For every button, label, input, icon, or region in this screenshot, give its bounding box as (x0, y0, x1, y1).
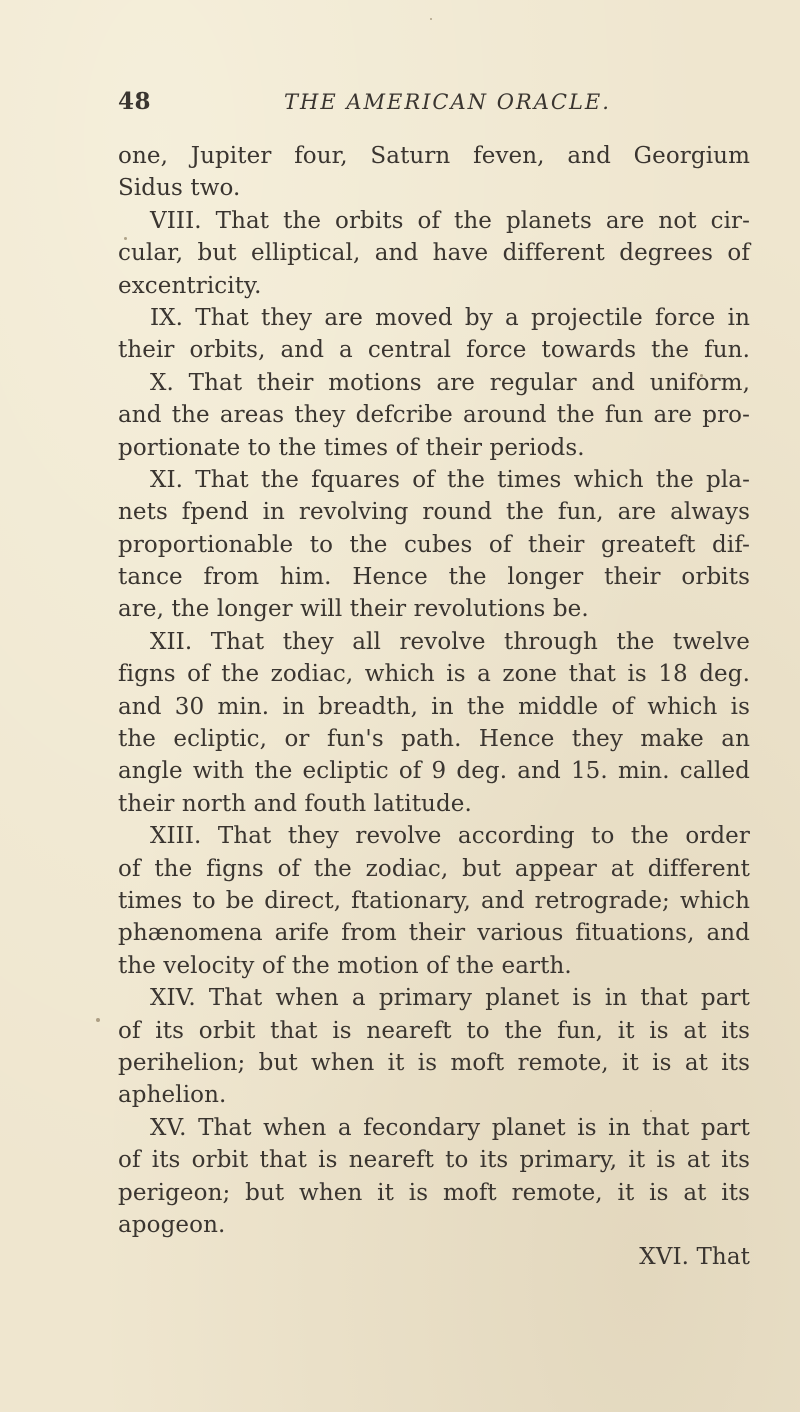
text-line: tance from him. Hence the longer their orbits (118, 564, 750, 591)
text-line: the velocity of the motion of the earth. (118, 952, 572, 979)
text-line: proportionable to the cubes of their greateft dif- (118, 531, 750, 558)
text-line: apogeon. (118, 1211, 226, 1238)
text-line: XIV. That when a primary planet is in that part (150, 985, 750, 1012)
text-line: of its orbit that is neareft to its primary, it is at its (118, 1147, 750, 1174)
text-line: phænomena arife from their various fituations, and (118, 920, 750, 947)
text-line: of its orbit that is neareft to the fun, it is at its (118, 1017, 750, 1044)
text-line: and the areas they defcribe around the fun are pro- (118, 402, 750, 429)
paper-speck (650, 1110, 652, 1112)
text-line: XIII. That they revolve according to the order (150, 823, 750, 850)
text-line: times to be direct, ftationary, and retrograde; which (118, 887, 750, 914)
text-line: of the figns of the zodiac, but appear at different (118, 855, 750, 882)
text-line: XV. That when a fecondary planet is in that part (150, 1114, 750, 1141)
text-line: cular, but elliptical, and have different degrees of (118, 240, 750, 267)
text-line: excentricity. (118, 272, 262, 299)
text-line: figns of the zodiac, which is a zone that is 18 deg. (118, 661, 750, 688)
text-line: angle with the ecliptic of 9 deg. and 15. min. called (118, 758, 750, 785)
text-line: are, the longer will their revolutions be. (118, 596, 589, 623)
text-line: their orbits, and a central force towards the fun. (118, 337, 750, 364)
text-body (118, 140, 750, 1274)
page-number: 48 (118, 88, 152, 115)
text-line: X. That their motions are regular and uniform, (150, 369, 750, 396)
text-line: their north and fouth latitude. (118, 790, 472, 817)
paper-speck (124, 237, 127, 240)
paper-speck (430, 18, 432, 20)
paper-speck (700, 374, 703, 377)
paper-speck (96, 1018, 100, 1022)
catchword: XVI. That (639, 1244, 750, 1271)
text-line: Sidus two. (118, 175, 241, 202)
running-head (118, 88, 738, 120)
text-line: portionate to the times of their periods. (118, 434, 585, 461)
text-line: perihelion; but when it is moft remote, it is at its (118, 1049, 750, 1076)
running-title: THE AMERICAN ORACLE. (284, 90, 611, 114)
text-line: VIII. That the orbits of the planets are not cir- (150, 207, 750, 234)
text-line: XII. That they all revolve through the twelve (150, 628, 750, 655)
text-line: aphelion. (118, 1082, 227, 1109)
text-line: and 30 min. in breadth, in the middle of which is (118, 693, 750, 720)
text-line: perigeon; but when it is moft remote, it is at its (118, 1179, 750, 1206)
text-line: the ecliptic, or fun's path. Hence they make an (118, 726, 750, 753)
text-line: IX. That they are moved by a projectile force in (150, 304, 750, 331)
text-line: nets fpend in revolving round the fun, are always (118, 499, 750, 526)
text-line: XI. That the fquares of the times which the pla- (150, 466, 750, 493)
text-line: one, Jupiter four, Saturn feven, and Georgium (118, 143, 750, 169)
